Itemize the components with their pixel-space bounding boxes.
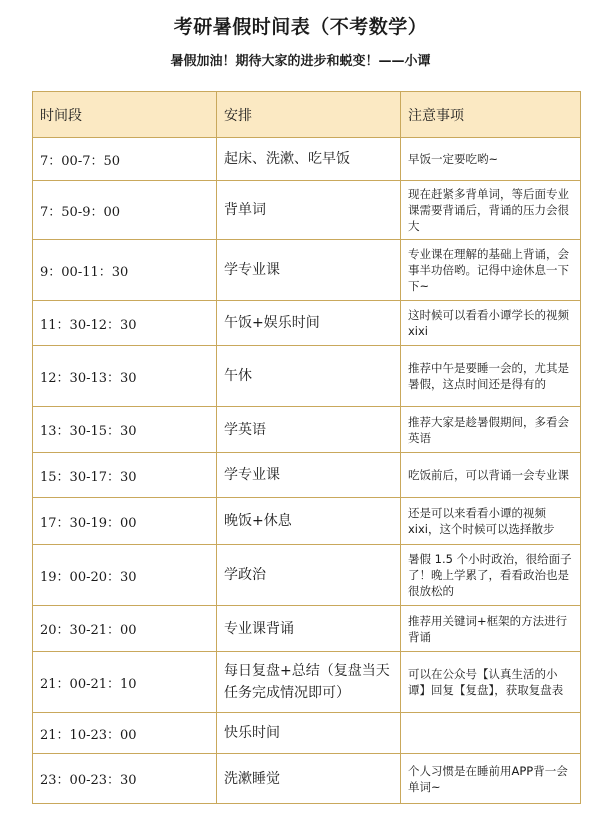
plan-cell: 洗漱睡觉 <box>217 754 401 804</box>
table-header-row <box>33 92 581 138</box>
note-cell: 现在赶紧多背单词，等后面专业课需要背诵后，背诵的压力会很大 <box>401 181 581 240</box>
time-cell: 7：50-9：00 <box>33 181 217 240</box>
time-cell: 17：30-19：00 <box>33 498 217 545</box>
table-row <box>33 181 581 240</box>
page-title: 考研暑假时间表（不考数学） <box>173 16 428 38</box>
plan-cell: 学专业课 <box>217 453 401 498</box>
plan-cell: 专业课背诵 <box>217 606 401 652</box>
table-row <box>33 606 581 652</box>
time-cell: 21：10-23：00 <box>33 713 217 754</box>
table-row <box>33 138 581 181</box>
time-cell: 20：30-21：00 <box>33 606 217 652</box>
time-cell: 15：30-17：30 <box>33 453 217 498</box>
time-cell: 12：30-13：30 <box>33 346 217 407</box>
note-cell: 专业课在理解的基础上背诵，会事半功倍哟。记得中途休息一下下~ <box>401 240 581 301</box>
note-cell: 吃饭前后，可以背诵一会专业课 <box>401 453 581 498</box>
note-cell: 暑假 1.5 个小时政治，很给面子了！晚上学累了，看看政治也是很放松的 <box>401 545 581 606</box>
table-row <box>33 498 581 545</box>
table-row <box>33 713 581 754</box>
schedule-table <box>32 91 581 804</box>
note-cell <box>401 713 581 754</box>
table-row <box>33 240 581 301</box>
note-cell: 推荐中午是要睡一会的，尤其是暑假，这点时间还是得有的 <box>401 346 581 407</box>
plan-cell: 起床、洗漱、吃早饭 <box>217 138 401 181</box>
header-time-period: 时间段 <box>33 92 217 138</box>
time-cell: 21：00-21：10 <box>33 652 217 713</box>
note-cell: 这时候可以看看小谭学长的视频 xixi <box>401 301 581 346</box>
table-row <box>33 545 581 606</box>
note-cell: 早饭一定要吃哟~ <box>401 138 581 181</box>
plan-cell: 学政治 <box>217 545 401 606</box>
page-subtitle: 暑假加油！期待大家的进步和蜕变！——小谭 <box>170 54 431 69</box>
plan-cell: 学专业课 <box>217 240 401 301</box>
plan-cell: 午休 <box>217 346 401 407</box>
note-cell: 还是可以来看看小谭的视频xixi，这个时候可以选择散步 <box>401 498 581 545</box>
plan-cell: 快乐时间 <box>217 713 401 754</box>
table-row <box>33 754 581 804</box>
time-cell: 9：00-11：30 <box>33 240 217 301</box>
table-row <box>33 453 581 498</box>
table-row <box>33 652 581 713</box>
table-row <box>33 301 581 346</box>
header-notes: 注意事项 <box>401 92 581 138</box>
plan-cell: 每日复盘+总结（复盘当天任务完成情况即可） <box>217 652 401 713</box>
table-row <box>33 346 581 407</box>
note-cell: 可以在公众号【认真生活的小谭】回复【复盘】，获取复盘表 <box>401 652 581 713</box>
note-cell: 个人习惯是在睡前用APP背一会单词~ <box>401 754 581 804</box>
plan-cell: 午饭+娱乐时间 <box>217 301 401 346</box>
time-cell: 23：00-23：30 <box>33 754 217 804</box>
time-cell: 11：30-12：30 <box>33 301 217 346</box>
note-cell: 推荐用关键词+框架的方法进行背诵 <box>401 606 581 652</box>
time-cell: 7：00-7：50 <box>33 138 217 181</box>
header-arrangement: 安排 <box>217 92 401 138</box>
plan-cell: 背单词 <box>217 181 401 240</box>
plan-cell: 晚饭+休息 <box>217 498 401 545</box>
time-cell: 13：30-15：30 <box>33 407 217 453</box>
plan-cell: 学英语 <box>217 407 401 453</box>
time-cell: 19：00-20：30 <box>33 545 217 606</box>
table-row <box>33 407 581 453</box>
note-cell: 推荐大家是趁暑假期间，多看会英语 <box>401 407 581 453</box>
